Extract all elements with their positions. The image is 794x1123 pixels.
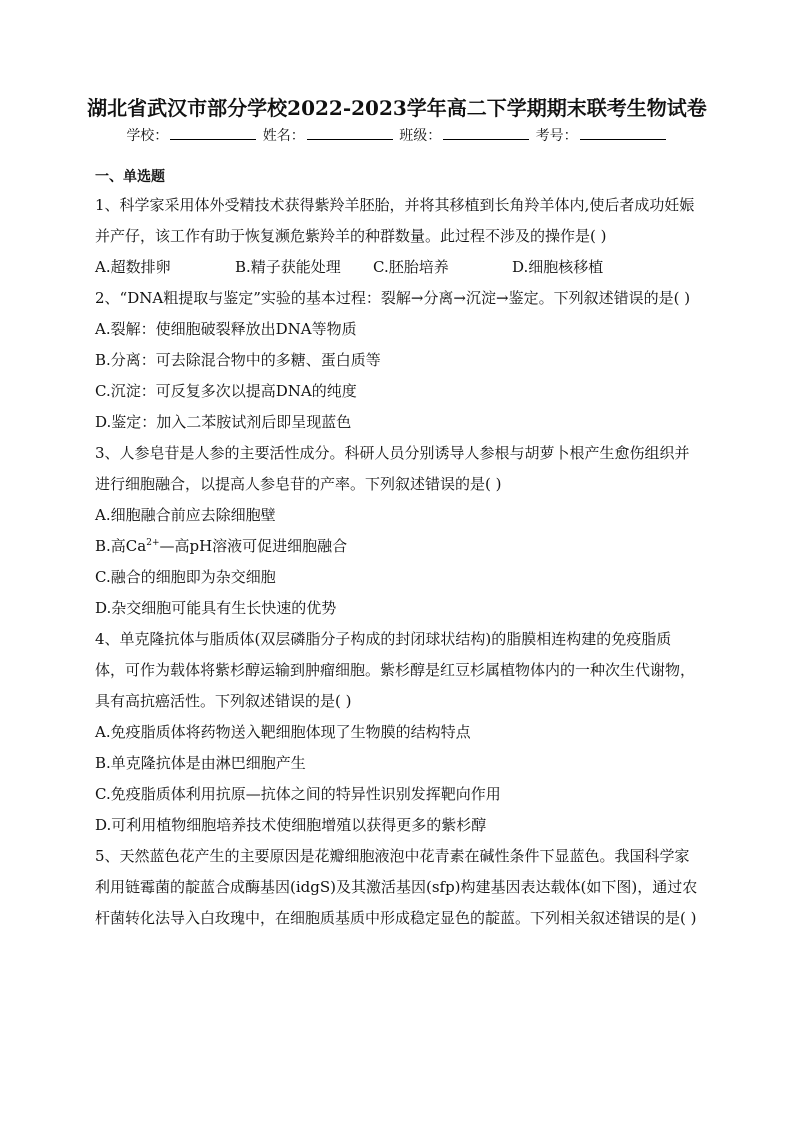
question-3-option-a: A.细胞融合前应去除细胞壁 — [95, 506, 276, 524]
calcium-charge-superscript: 2+ — [146, 538, 160, 548]
exam-content — [95, 164, 701, 934]
question-4-option-c: C.免疫脂质体利用抗原—抗体之间的特异性识别发挥靶向作用 — [95, 785, 501, 803]
exam-number-label: 考号： — [535, 128, 578, 144]
question-4-option-a: A.免疫脂质体将药物送入靶细胞体现了生物膜的结构特点 — [95, 723, 471, 741]
question-1-options — [95, 252, 701, 283]
question-3-option-d: D.杂交细胞可能具有生长快速的优势 — [95, 599, 337, 617]
question-2-stem: 2、“DNA粗提取与鉴定”实验的基本过程：裂解→分离→沉淀→鉴定。下列叙述错误的是( ) — [95, 289, 691, 307]
school-label: 学校： — [126, 128, 169, 144]
name-blank[interactable] — [307, 125, 393, 140]
class-label: 班级： — [399, 128, 442, 144]
question-1-stem: 1、科学家采用体外受精技术获得紫羚羊胚胎，并将其移植到长角羚羊体内,使后者成功妊娠并产仔，该工作有助于恢复濒危紫羚羊的种群数量。此过程不涉及的操作是( ) — [95, 196, 695, 245]
question-3-option-b-head: B.高Ca — [95, 537, 147, 555]
question-3-stem: 3、人参皂苷是人参的主要活性成分。科研人员分别诱导人参根与胡萝卜根产生愈伤组织并进行细胞融合，以提高人参皂苷的产率。下列叙述错误的是( ) — [95, 444, 690, 493]
question-3-option-c: C.融合的细胞即为杂交细胞 — [95, 568, 276, 586]
question-2-option-d: D.鉴定：加入二苯胺试剂后即呈现蓝色 — [95, 413, 352, 431]
school-blank[interactable] — [170, 125, 256, 140]
question-1-option-c: C.胚胎培养 — [373, 258, 449, 276]
question-2-option-a: A.裂解：使细胞破裂释放出DNA等物质 — [95, 320, 357, 338]
section-title: 一、单选题 — [95, 169, 165, 185]
exam-number-blank[interactable] — [580, 125, 666, 140]
exam-title: 湖北省武汉市部分学校2022-2023学年高二下学期期末联考生物试卷 — [87, 96, 707, 120]
question-4-option-d: D.可利用植物细胞培养技术使细胞增殖以获得更多的紫杉醇 — [95, 816, 487, 834]
question-4-stem: 4、单克隆抗体与脂质体(双层磷脂分子构成的封闭球状结构)的脂膜相连构建的免疫脂质体，可作为载体将紫杉醇运输到肿瘤细胞。紫杉醇是红豆杉属植物体内的一种次生代谢物，具有高抗癌活性。下列叙述错误的是( ) — [95, 630, 696, 710]
question-4-option-b: B.单克隆抗体是由淋巴细胞产生 — [95, 754, 306, 772]
question-5-stem: 5、天然蓝色花产生的主要原因是花瓣细胞液泡中花青素在碱性条件下显蓝色。我国科学家利用链霉菌的靛蓝合成酶基因(idgS)及其激活基因(sfp)构建基因表达载体(如下图)，通过农杆菌转化法导入白玫瑰中，在细胞质基质中形成稳定显色的靛蓝。下列相关叙述错误的是( ) — [95, 847, 698, 927]
student-info-line — [0, 124, 794, 148]
question-2-option-b: B.分离：可去除混合物中的多糖、蛋白质等 — [95, 351, 381, 369]
class-blank[interactable] — [443, 125, 529, 140]
question-1-option-b: B.精子获能处理 — [235, 258, 341, 276]
question-1-option-a: A.超数排卵 — [95, 258, 171, 276]
name-label: 姓名： — [262, 128, 305, 144]
question-3-option-b — [95, 531, 701, 562]
question-1-option-d: D.细胞核移植 — [512, 258, 604, 276]
question-2-option-c: C.沉淀：可反复多次以提高DNA的纯度 — [95, 382, 357, 400]
question-3-option-b-tail: —高pH溶液可促进细胞融合 — [159, 537, 348, 555]
